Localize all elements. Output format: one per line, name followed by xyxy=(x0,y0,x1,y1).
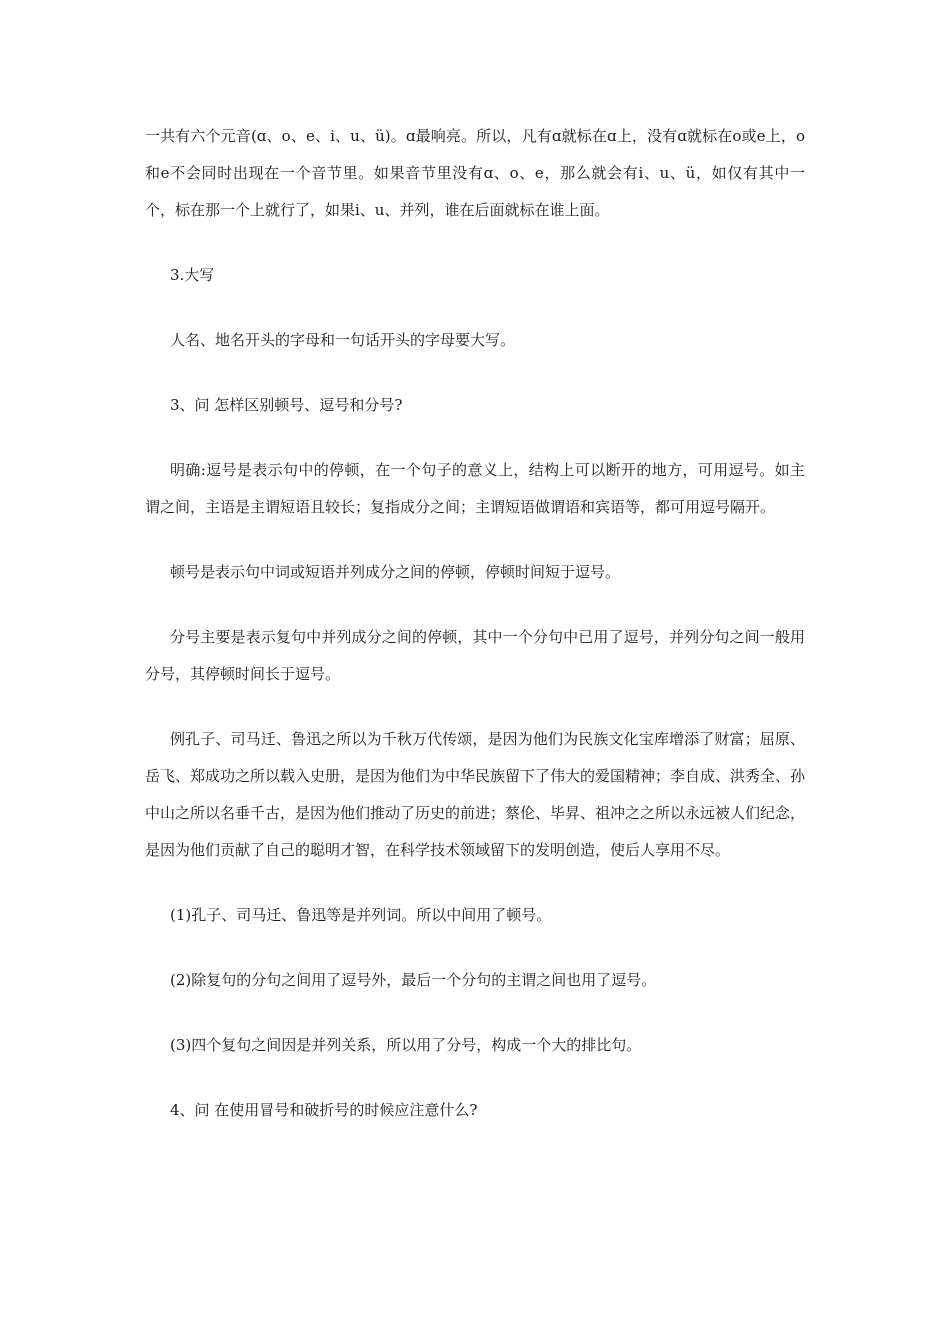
paragraph-vowel-tone-rule: 一共有六个元音(ɑ、o、e、i、u、ü)。ɑ最响亮。所以，凡有ɑ就标在ɑ上，没有ɑ就标在o或e上，o和e不会同时出现在一个音节里。如果音节里没有ɑ、o、e，那么就会有i、u、ü，如仅有其中一个，标在那一个上就行了，如果i、u、并列，谁在后面就标在谁上面。 xyxy=(145,127,805,219)
paragraph-enumeration-comma: 顿号是表示句中词或短语并列成分之间的停顿，停顿时间短于逗号。 xyxy=(170,563,621,581)
question-4: 4、问 在使用冒号和破折号的时候应注意什么? xyxy=(170,1101,478,1119)
note-3: (3)四个复句之间因是并列关系，所以用了分号，构成一个大的排比句。 xyxy=(170,1036,642,1054)
paragraph-semicolon: 分号主要是表示复句中并列成分之间的停顿，其中一个分句中已用了逗号，并列分句之间一般用分号，其停顿时间长于逗号。 xyxy=(145,628,805,683)
document-body xyxy=(145,118,805,1157)
heading-capitalization: 3.大写 xyxy=(170,266,215,284)
question-3: 3、问 怎样区别顿号、逗号和分号? xyxy=(170,396,403,414)
paragraph-capitalization-rule: 人名、地名开头的字母和一句话开头的字母要大写。 xyxy=(170,331,516,349)
note-2: (2)除复句的分句之间用了逗号外，最后一个分句的主谓之间也用了逗号。 xyxy=(170,971,657,989)
paragraph-example: 例孔子、司马迁、鲁迅之所以为千秋万代传颂，是因为他们为民族文化宝库增添了财富；屈原、岳飞、郑成功之所以载入史册，是因为他们为中华民族留下了伟大的爱国精神；李自成、洪秀全、孙中山之所以名垂千古，是因为他们推动了历史的前进；蔡伦、毕昇、祖冲之之所以永远被人们纪念，是因为他们贡献了自己的聪明才智，在科学技术领域留下的发明创造，使后人享用不尽。 xyxy=(145,730,806,859)
paragraph-comma-explanation: 明确:逗号是表示句中的停顿，在一个句子的意义上，结构上可以断开的地方，可用逗号。如主谓之间，主语是主谓短语且较长；复指成分之间；主谓短语做谓语和宾语等，都可用逗号隔开。 xyxy=(145,461,805,516)
note-1: (1)孔子、司马迁、鲁迅等是并列词。所以中间用了顿号。 xyxy=(170,906,552,924)
